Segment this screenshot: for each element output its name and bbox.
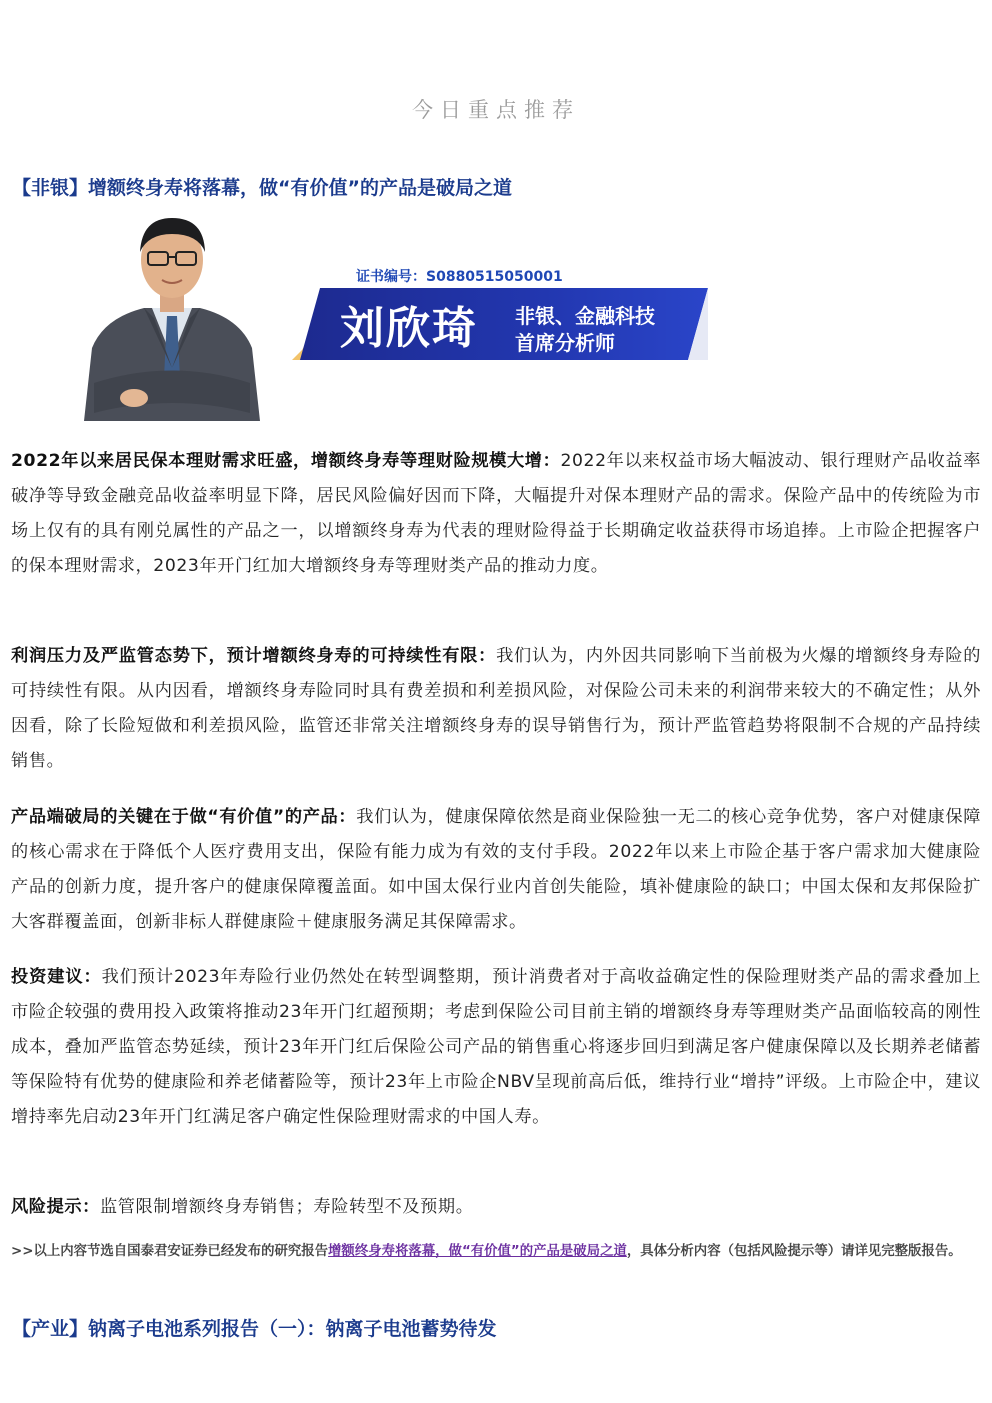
paragraph-sustainability	[11, 639, 981, 779]
certificate-number: 证书编号：S0880515050001	[356, 269, 563, 285]
report-link[interactable]: 增额终身寿将落幕，做“有价值”的产品是破局之道	[328, 1244, 627, 1259]
paragraph-body: 监管限制增额终身寿销售；寿险转型不及预期。	[99, 1197, 474, 1217]
source-note	[11, 1243, 979, 1261]
paragraph-lead: 风险提示：	[11, 1197, 100, 1217]
paragraph-lead: 投资建议：	[11, 967, 102, 987]
analyst-role-line2: 首席分析师	[515, 331, 615, 355]
paragraph-lead: 2022年以来居民保本理财需求旺盛，增额终身寿等理财险规模大增：	[11, 451, 561, 471]
paragraph-product-value	[11, 800, 981, 940]
paragraph-body: 我们认为，健康保障依然是商业保险独一无二的核心竞争优势，客户对健康保障的核心需求在于降低个人医疗费用支出，保险有能力成为有效的支付手段。2022年以来上市险企基于客户需求加大健康险产品的创新力度，提升客户的健康保障覆盖面。如中国太保行业内首创失能险，填补健康险的缺口；中国太保和友邦保险扩大客群覆盖面，创新非标人群健康险＋健康服务满足其保障需求。	[11, 807, 981, 932]
paragraph-body: 我们认为，内外因共同影响下当前极为火爆的增额终身寿险的可持续性有限。从内因看，增额终身寿险同时具有费差损和利差损风险，对保险公司未来的利润带来较大的不确定性；从外因看，除了长险短做和利差损风险，监管还非常关注增额终身寿的误导销售行为，预计严监管趋势将限制不合规的产品持续销售。	[11, 646, 982, 771]
paragraph-risk-warning	[11, 1190, 981, 1225]
section-header: 今日重点推荐	[412, 98, 580, 122]
paragraph-demand	[11, 444, 981, 584]
source-note-suffix: ，具体分析内容（包括风险提示等）请详见完整版报告。	[626, 1244, 962, 1259]
paragraph-investment-advice	[11, 960, 981, 1135]
analyst-banner	[60, 208, 710, 423]
paragraph-body: 2022年以来权益市场大幅波动、银行理财产品收益率破净等导致金融竞品收益率明显下降，居民风险偏好因而下降，大幅提升对保本理财产品的需求。保险产品中的传统险为市场上仅有的具有刚兑属性的产品之一，以增额终身寿为代表的理财险得益于长期确定收益获得市场追捧。上市险企把握客户的保本理财需求，2023年开门红加大增额终身寿等理财类产品的推动力度。	[11, 451, 981, 576]
analyst-role-line1: 非银、金融科技	[515, 304, 655, 328]
analyst-photo	[74, 208, 270, 421]
article-title[interactable]: 【非银】增额终身寿将落幕，做“有价值”的产品是破局之道	[12, 177, 512, 199]
article-title-2[interactable]: 【产业】钠离子电池系列报告（一）：钠离子电池蓄势待发	[12, 1318, 497, 1340]
paragraph-lead: 利润压力及严监管态势下，预计增额终身寿的可持续性有限：	[11, 646, 497, 666]
analyst-name: 刘欣琦	[340, 303, 478, 354]
paragraph-body: 我们预计2023年寿险行业仍然处在转型调整期，预计消费者对于高收益确定性的保险理财类产品的需求叠加上市险企较强的费用投入政策将推动23年开门红超预期；考虑到保险公司目前主销的增额终身寿等理财类产品面临较高的刚性成本，叠加严监管态势延续，预计23年开门红后保险公司产品的销售重心将逐步回归到满足客户健康保障以及长期养老储蓄等保险特有优势的健康险和养老储蓄险等，预计23年上市险企NBV呈现前高后低，维持行业“增持”评级。上市险企中，建议增持率先启动23年开门红满足客户确定性保险理财需求的中国人寿。	[11, 967, 981, 1127]
paragraph-lead: 产品端破局的关键在于做“有价值”的产品：	[11, 807, 357, 827]
source-note-prefix: >>以上内容节选自国泰君安证券已经发布的研究报告	[11, 1244, 329, 1259]
